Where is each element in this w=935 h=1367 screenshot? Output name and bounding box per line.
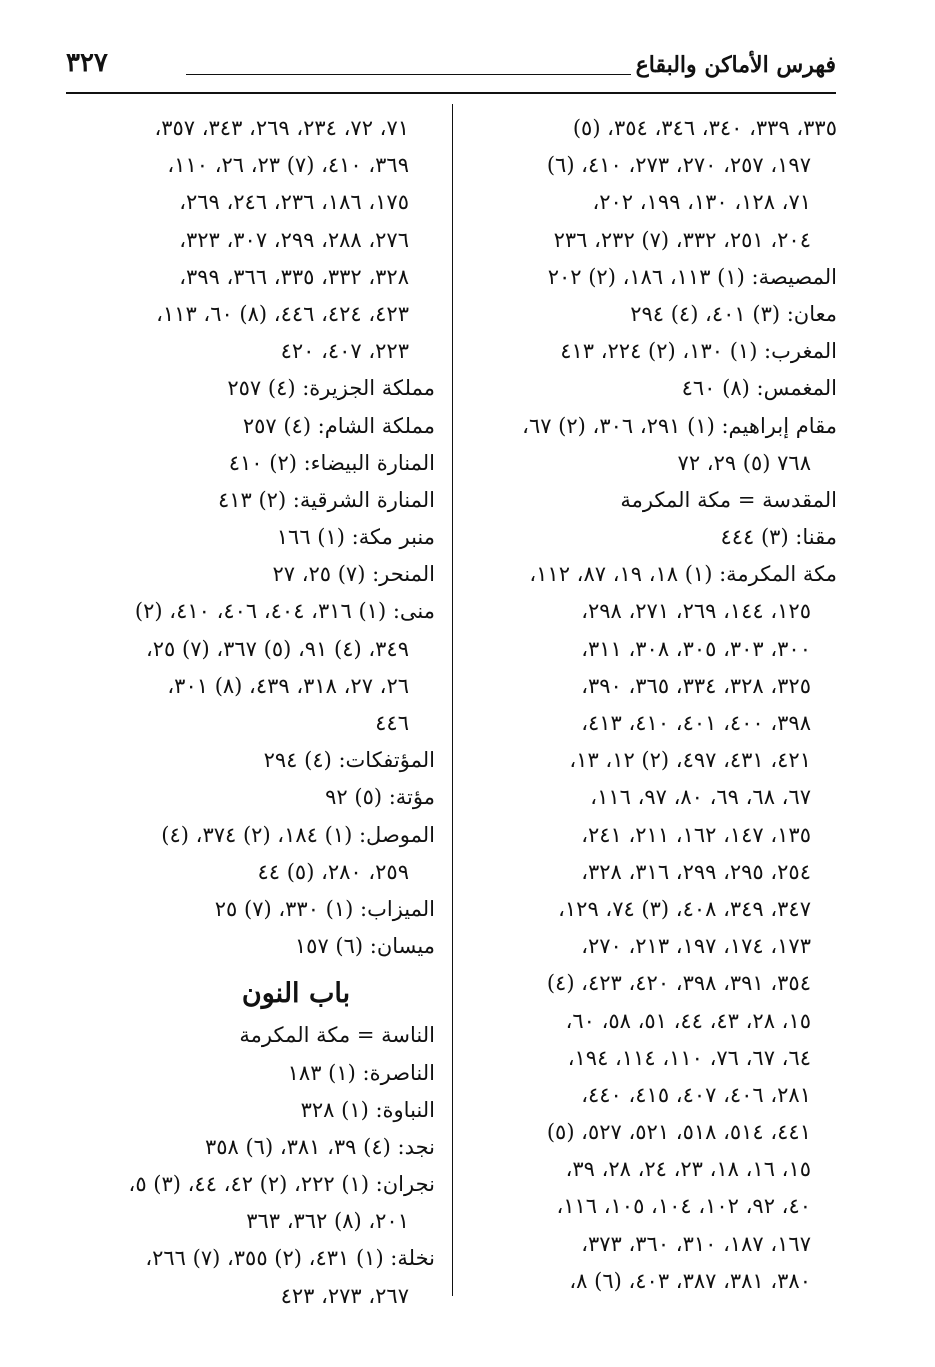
index-line: المقدسة = مكة المكرمة <box>620 487 837 512</box>
index-line: ٤٠، ٩٢، ١٠٢، ١٠٤، ١٠٥، ١١٦، <box>556 1194 811 1219</box>
index-line: ٣٤٩، (٤) ٩١، (٥) ٣٦٧، (٧) ٢٥، <box>145 636 409 661</box>
index-line: ٣٥٤، ٣٩١، ٣٩٨، ٤٢٠، ٤٢٣، (٤) <box>546 971 811 996</box>
index-line: المنارة الشرقية: (٢) ٤١٣ <box>217 487 435 512</box>
index-line: ٤٤٦ <box>375 711 409 735</box>
index-line: ٢٢٣، ٤٠٧، ٤٢٠ <box>280 339 409 364</box>
index-line: ١٥، ٢٨، ٤٣، ٤٤، ٥١، ٥٨، ٦٠، <box>565 1008 811 1033</box>
index-line: ٣٠٠، ٣٠٣، ٣٠٥، ٣٠٨، ٣١١، <box>581 636 811 661</box>
index-line: ١٣٥، ١٤٧، ١٦٢، ٢١١، ٢٤١، <box>581 822 811 847</box>
index-line: مملكة الشام: (٤) ٢٥٧ <box>242 413 435 438</box>
index-line: ١٩٧، ٢٥٧، ٢٧٠، ٢٧٣، ٤١٠، (٦) <box>546 153 811 178</box>
index-line: ٢٥٤، ٢٩٥، ٢٩٩، ٣١٦، ٣٢٨، <box>581 859 811 884</box>
index-line: ميسان: (٦) ١٥٧ <box>294 934 435 959</box>
index-line: مقنا: (٣) ٤٤٤ <box>720 525 837 550</box>
index-line: ٢٨١، ٤٠٦، ٤٠٧، ٤١٥، ٤٤٠، <box>581 1082 811 1107</box>
index-line: ٧١، ٧٢، ٢٣٤، ٢٦٩، ٣٤٣، ٣٥٧، <box>154 116 409 140</box>
index-line: معان: (٣) ٤٠١، (٤) ٢٩٤ <box>630 301 837 326</box>
page-number: ٣٢٧ <box>66 48 108 78</box>
index-line: المؤتفكات: (٤) ٢٩٤ <box>263 748 435 773</box>
header-rule <box>66 92 836 94</box>
index-line: مكة المكرمة: (١) ١٨، ١٩، ٨٧، ١١٢، <box>529 562 837 587</box>
index-line: ٣٤٧، ٣٤٩، ٤٠٨، (٣) ٧٤، ١٢٩، <box>558 896 811 921</box>
section-heading: باب النون <box>241 978 351 1010</box>
index-line: ٣٢٥، ٣٢٨، ٣٣٤، ٣٦٥، ٣٩٠، <box>581 673 811 698</box>
running-title: فهرس الأماكن والبقاع <box>635 52 836 78</box>
page-header <box>66 48 836 92</box>
index-line: ٣٨٠، ٣٨١، ٣٨٧، ٤٠٣، (٦) ٨، <box>569 1268 811 1293</box>
index-line: ٢٦، ٢٧، ٣١٨، ٤٣٩، (٨) ٣٠١، <box>167 673 409 698</box>
index-line: ٤٢١، ٤٣١، ٤٩٧، (٢) ١٢، ١٣، <box>569 748 811 773</box>
index-line: ٣٣٥، ٣٣٩، ٣٤٠، ٣٤٦، ٣٥٤، (٥) <box>572 116 837 140</box>
index-line: مملكة الجزيرة: (٤) ٢٥٧ <box>227 376 435 401</box>
right-column <box>477 110 837 1300</box>
index-line: ٦٧، ٦٨، ٦٩، ٨٠، ٩٧، ١١٦، <box>590 785 811 810</box>
index-line: ٣٦٩، ٤١٠، (٧) ٢٣، ٢٦، ١١٠، <box>167 153 409 178</box>
index-line: ١٥، ١٦، ١٨، ٢٣، ٢٤، ٢٨، ٣٩، <box>565 1157 811 1182</box>
index-line: المصيصة: (١) ١١٣، ١٨٦، (٢) ٢٠٢ <box>547 264 837 289</box>
index-line: المغمس: (٨) ٤٦٠ <box>681 376 837 401</box>
index-line: ٢٠١، (٨) ٣٦٢، ٣٦٣ <box>246 1209 409 1234</box>
index-line: المنحر: (٧) ٢٥، ٢٧ <box>272 562 435 587</box>
index-line: منى: (١) ٣١٦، ٤٠٤، ٤٠٦، ٤١٠، (٢) <box>134 599 435 624</box>
column-divider <box>452 104 453 1296</box>
index-line: ٣٢٨، ٣٣٢، ٣٣٥، ٣٦٦، ٣٩٩، <box>179 264 409 289</box>
index-line: المنارة البيضاء: (٢) ٤١٠ <box>228 450 435 475</box>
index-line: ٢٧٦، ٢٨٨، ٢٩٩، ٣٠٧، ٣٢٣، <box>179 227 409 252</box>
index-line: ٦٤، ٦٧، ٧٦، ١١٠، ١١٤، ١٩٤، <box>567 1045 811 1070</box>
index-line: نجران: (١) ٢٢٢، (٢) ٤٢، ٤٤، (٣) ٥، <box>128 1172 435 1197</box>
index-line: منبر مكة: (١) ١٦٦ <box>276 525 435 550</box>
index-line: ٢٠٤، ٢٥١، ٣٣٢، (٧) ٢٣٢، ٢٣٦ <box>553 227 811 252</box>
index-line: ٤٤١، ٥١٤، ٥١٨، ٥٢١، ٥٢٧، (٥) <box>546 1120 811 1145</box>
index-line: ١٧٣، ١٧٤، ١٩٧، ٢١٣، ٢٧٠، <box>581 934 811 959</box>
index-line: الناسة = مكة المكرمة <box>239 1023 435 1048</box>
index-line: نجد: (٤) ٣٩، ٣٨١، (٦) ٣٥٨ <box>204 1134 435 1159</box>
index-line: الميزاب: (١) ٣٣٠، (٧) ٢٥ <box>214 896 435 921</box>
index-line: ٤٢٣، ٤٢٤، ٤٤٦، (٨) ٦٠، ١١٣، <box>156 301 409 326</box>
left-column <box>67 110 435 1315</box>
index-line: ٧١، ١٢٨، ١٣٠، ١٩٩، ٢٠٢، <box>592 190 811 215</box>
index-line: ٢٦٧، ٢٧٣، ٤٢٣ <box>280 1283 409 1308</box>
index-line: مقام إبراهيم: (١) ٢٩١، ٣٠٦، (٢) ٦٧، <box>522 413 837 438</box>
index-line: الموصل: (١) ١٨٤، (٢) ٣٧٤، (٤) <box>161 822 435 847</box>
index-line: نخلة: (١) ٤٣١، (٢) ٣٥٥، (٧) ٢٦٦، <box>145 1246 435 1271</box>
header-dash-line <box>186 74 631 75</box>
index-line: ٣٩٨، ٤٠٠، ٤٠١، ٤١٠، ٤١٣، <box>581 711 811 735</box>
index-line: ١٢٥، ١٤٤، ٢٦٩، ٢٧١، ٢٩٨، <box>581 599 811 624</box>
index-line: ١٧٥، ١٨٦، ٢٣٦، ٢٤٦، ٢٦٩، <box>179 190 409 215</box>
index-line: المغرب: (١) ١٣٠، (٢) ٢٢٤، ٤١٣ <box>560 339 837 364</box>
index-line: ٢٥٩، ٢٨٠، (٥) ٤٤ <box>257 859 409 884</box>
index-line: النباوة: (١) ٣٢٨ <box>300 1097 435 1122</box>
index-line: ١٦٧، ١٨٧، ٣١٠، ٣٦٠، ٣٧٣، <box>581 1231 811 1256</box>
index-line: مؤتة: (٥) ٩٢ <box>325 785 435 810</box>
index-line: الناصرة: (١) ١٨٣ <box>287 1060 435 1085</box>
index-line: ٧٦٨ (٥) ٢٩، ٧٢ <box>677 450 811 475</box>
